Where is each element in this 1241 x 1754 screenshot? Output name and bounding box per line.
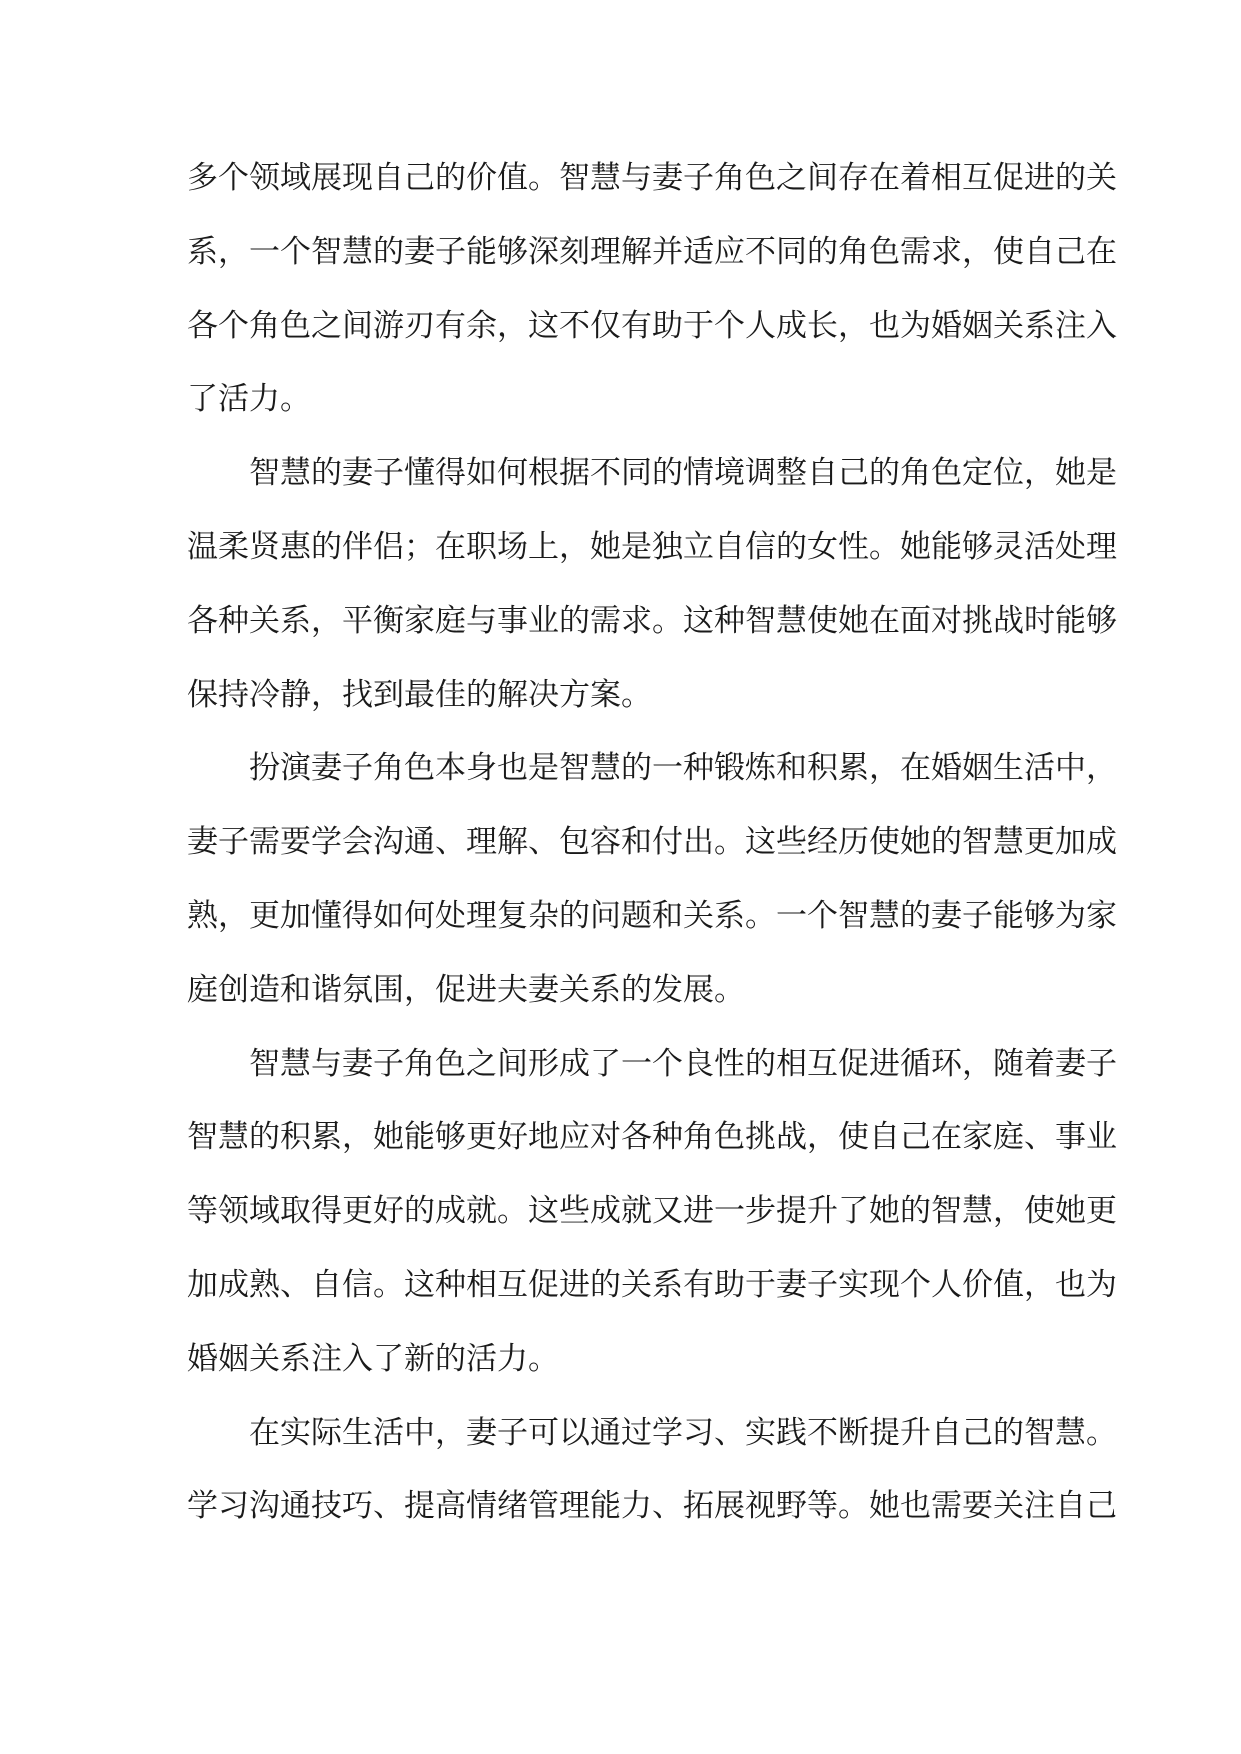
text-line: 多个领域展现自己的价值。智慧与妻子角色之间存在着相互促进的关 bbox=[187, 160, 1117, 196]
text-line: 系，一个智慧的妻子能够深刻理解并适应不同的角色需求，使自己在 bbox=[187, 233, 1117, 270]
paragraph-first-line: 扮演妻子角色本身也是智慧的一种锻炼和积累，在婚姻生活中， bbox=[249, 750, 1117, 787]
text-line: 各个角色之间游刃有余，这不仅有助于个人成长，也为婚姻关系注入 bbox=[187, 307, 1117, 344]
text-line: 妻子需要学会沟通、理解、包容和付出。这些经历使她的智慧更加成 bbox=[187, 824, 1117, 861]
text-line: 熟，更加懂得如何处理复杂的问题和关系。一个智慧的妻子能够为家 bbox=[187, 897, 1117, 934]
text-line: 婚姻关系注入了新的活力。 bbox=[187, 1340, 559, 1377]
paragraph-first-line: 智慧的妻子懂得如何根据不同的情境调整自己的角色定位，她是 bbox=[249, 455, 1117, 492]
paragraph-first-line: 智慧与妻子角色之间形成了一个良性的相互促进循环，随着妻子 bbox=[249, 1045, 1117, 1082]
text-line: 等领域取得更好的成就。这些成就又进一步提升了她的智慧，使她更 bbox=[187, 1193, 1117, 1230]
text-line: 了活力。 bbox=[187, 381, 311, 418]
text-line: 学习沟通技巧、提高情绪管理能力、拓展视野等。她也需要关注自己 bbox=[187, 1488, 1117, 1525]
paragraph-first-line: 在实际生活中，妻子可以通过学习、实践不断提升自己的智慧。 bbox=[249, 1414, 1117, 1451]
text-line: 智慧的积累，她能够更好地应对各种角色挑战，使自己在家庭、事业 bbox=[187, 1119, 1117, 1156]
text-line: 各种关系，平衡家庭与事业的需求。这种智慧使她在面对挑战时能够 bbox=[187, 602, 1117, 639]
document-body bbox=[187, 142, 1117, 1544]
text-line: 温柔贤惠的伴侣；在职场上，她是独立自信的女性。她能够灵活处理 bbox=[187, 528, 1117, 565]
text-line: 庭创造和谐氛围，促进夫妻关系的发展。 bbox=[187, 971, 745, 1008]
text-line: 保持冷静，找到最佳的解决方案。 bbox=[187, 676, 652, 713]
text-line: 加成熟、自信。这种相互促进的关系有助于妻子实现个人价值，也为 bbox=[187, 1266, 1117, 1303]
